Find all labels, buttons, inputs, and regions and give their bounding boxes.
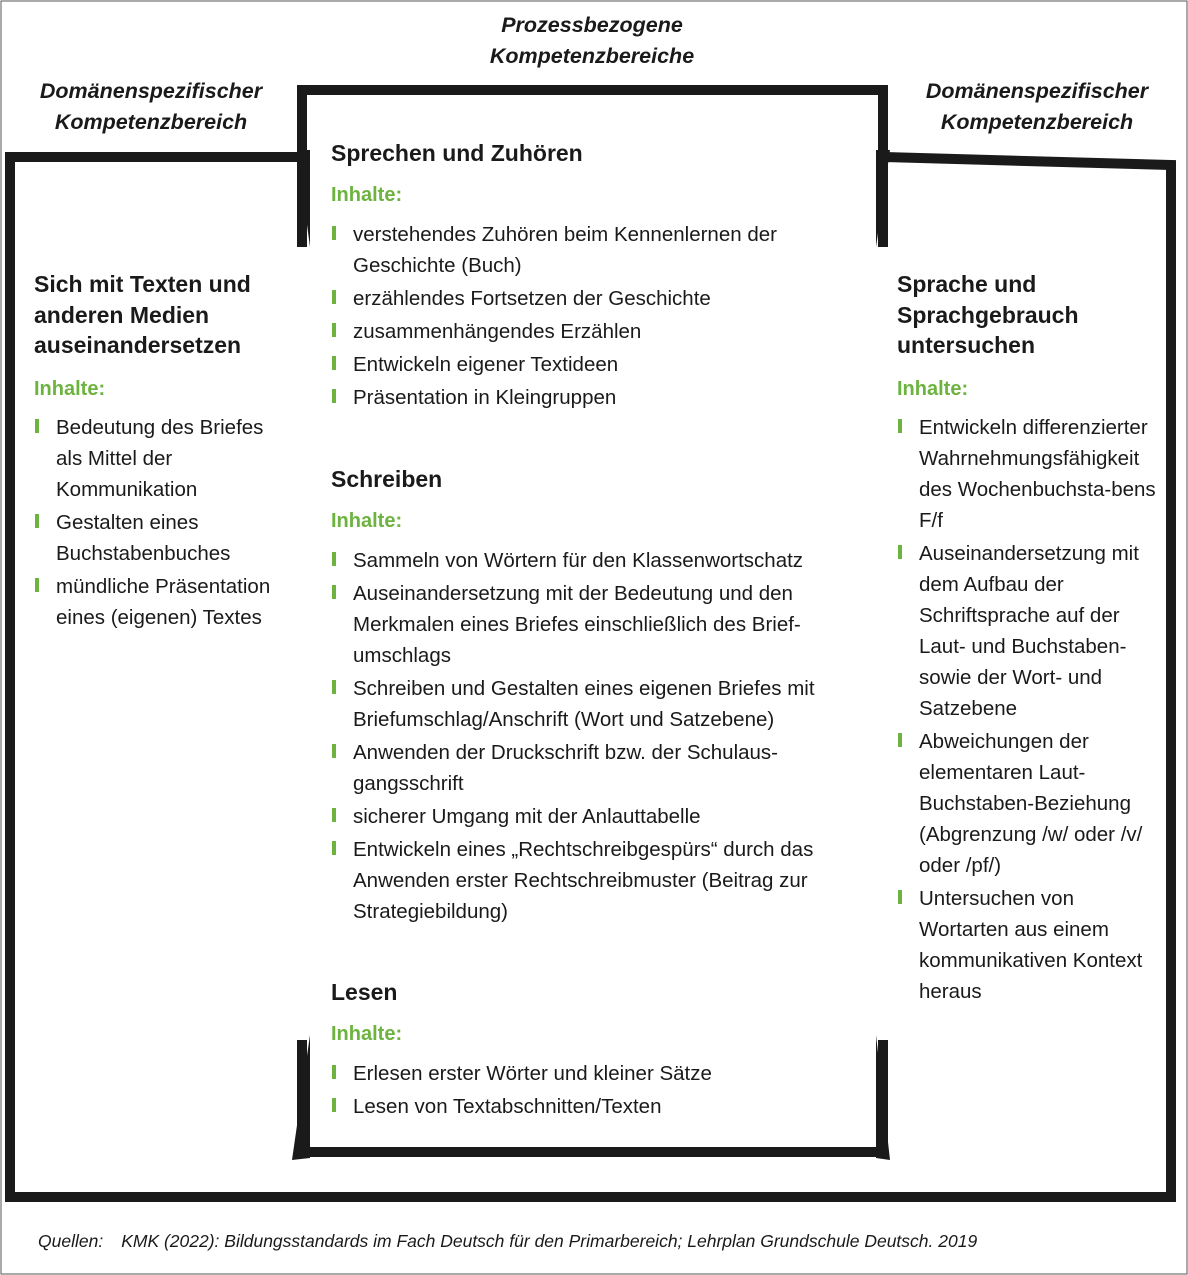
source-text: KMK (2022): Bildungsstandards im Fach Deutsch für den Primarbereich; Lehrplan Grundschule Deutsch. 2019: [121, 1231, 978, 1251]
list-item: erzählendes Fortsetzen der Geschichte: [331, 283, 781, 314]
right-column-title: Sprache und Sprachgebrauch untersuchen: [897, 271, 1079, 358]
list-item: Auseinandersetzung mit dem Aufbau der Schriftsprache auf der Laut- und Buchstaben-sowie der Wort- und Satzebene: [897, 538, 1165, 724]
section-title: Schreiben: [331, 466, 443, 492]
list-item: Entwickeln eines „Rechtschreibgespürs“ durch das Anwenden erster Rechtschreibmuster (Beitrag zur Strategiebildung): [331, 834, 853, 927]
list-item: Schreiben und Gestalten eines eigenen Briefes mit Briefumschlag/Anschrift (Wort und Satzebene): [331, 673, 853, 735]
list-item: Abweichungen der elementaren Laut-Buchstaben-Beziehung (Abgrenzung /w/ oder /v/ oder /pf/): [897, 726, 1165, 881]
left-column-label: Inhalte:: [34, 377, 106, 400]
section-label: Inhalte:: [331, 509, 403, 532]
left-column: [34, 269, 290, 635]
section-title: Sprechen und Zuhören: [331, 140, 583, 166]
list-item: Erlesen erster Wörter und kleiner Sätze: [331, 1058, 853, 1089]
list-item: verstehendes Zuhören beim Kennenlernen der Geschichte (Buch): [331, 219, 781, 281]
list-item: Lesen von Textabschnitten/Texten: [331, 1091, 853, 1122]
header-domain-right: Domänenspezifischer Kompetenzbereich: [925, 79, 1149, 134]
section-label: Inhalte:: [331, 1022, 403, 1045]
list-item: Präsentation in Kleingruppen: [331, 382, 781, 413]
center-section-lesen: [331, 977, 861, 1124]
list-item: mündliche Präsentation eines (eigenen) Textes: [34, 571, 290, 633]
source-label: Quellen:: [38, 1231, 104, 1251]
list-item: Auseinandersetzung mit der Bedeutung und den Merkmalen eines Briefes einschließlich des Brief-umschlags: [331, 578, 853, 671]
right-column-list: [897, 412, 1165, 1007]
left-column-list: [34, 412, 290, 633]
list-item: Sammeln von Wörtern für den Klassenwortschatz: [331, 545, 853, 576]
section-list: [331, 219, 781, 413]
list-item: zusammenhängendes Erzählen: [331, 316, 781, 347]
right-column-label: Inhalte:: [897, 377, 969, 400]
list-item: Untersuchen von Wortarten aus einem kommunikativen Kontext heraus: [897, 883, 1165, 1007]
header-process: Prozessbezogene Kompetenzbereiche: [489, 13, 695, 68]
right-column: [897, 269, 1165, 1009]
list-item: Bedeutung des Briefes als Mittel der Kommunikation: [34, 412, 290, 505]
list-item: Anwenden der Druckschrift bzw. der Schulaus-gangsschrift: [331, 737, 853, 799]
source-note: [38, 1228, 977, 1254]
center-section-sprechen: [331, 138, 861, 415]
list-item: sicherer Umgang mit der Anlauttabelle: [331, 801, 853, 832]
list-item: Entwickeln differenzierter Wahrnehmungsfähigkeit des Wochenbuchsta-bens F/f: [897, 412, 1165, 536]
left-column-title: Sich mit Texten und anderen Medien auseinandersetzen: [34, 271, 251, 358]
center-section-schreiben: [331, 464, 861, 929]
header-domain-left: Domänenspezifischer Kompetenzbereich: [39, 79, 263, 134]
section-list: [331, 1058, 853, 1122]
list-item: Gestalten eines Buchstabenbuches: [34, 507, 290, 569]
list-item: Entwickeln eigener Textideen: [331, 349, 781, 380]
section-list: [331, 545, 853, 927]
section-label: Inhalte:: [331, 183, 403, 206]
section-title: Lesen: [331, 979, 398, 1005]
